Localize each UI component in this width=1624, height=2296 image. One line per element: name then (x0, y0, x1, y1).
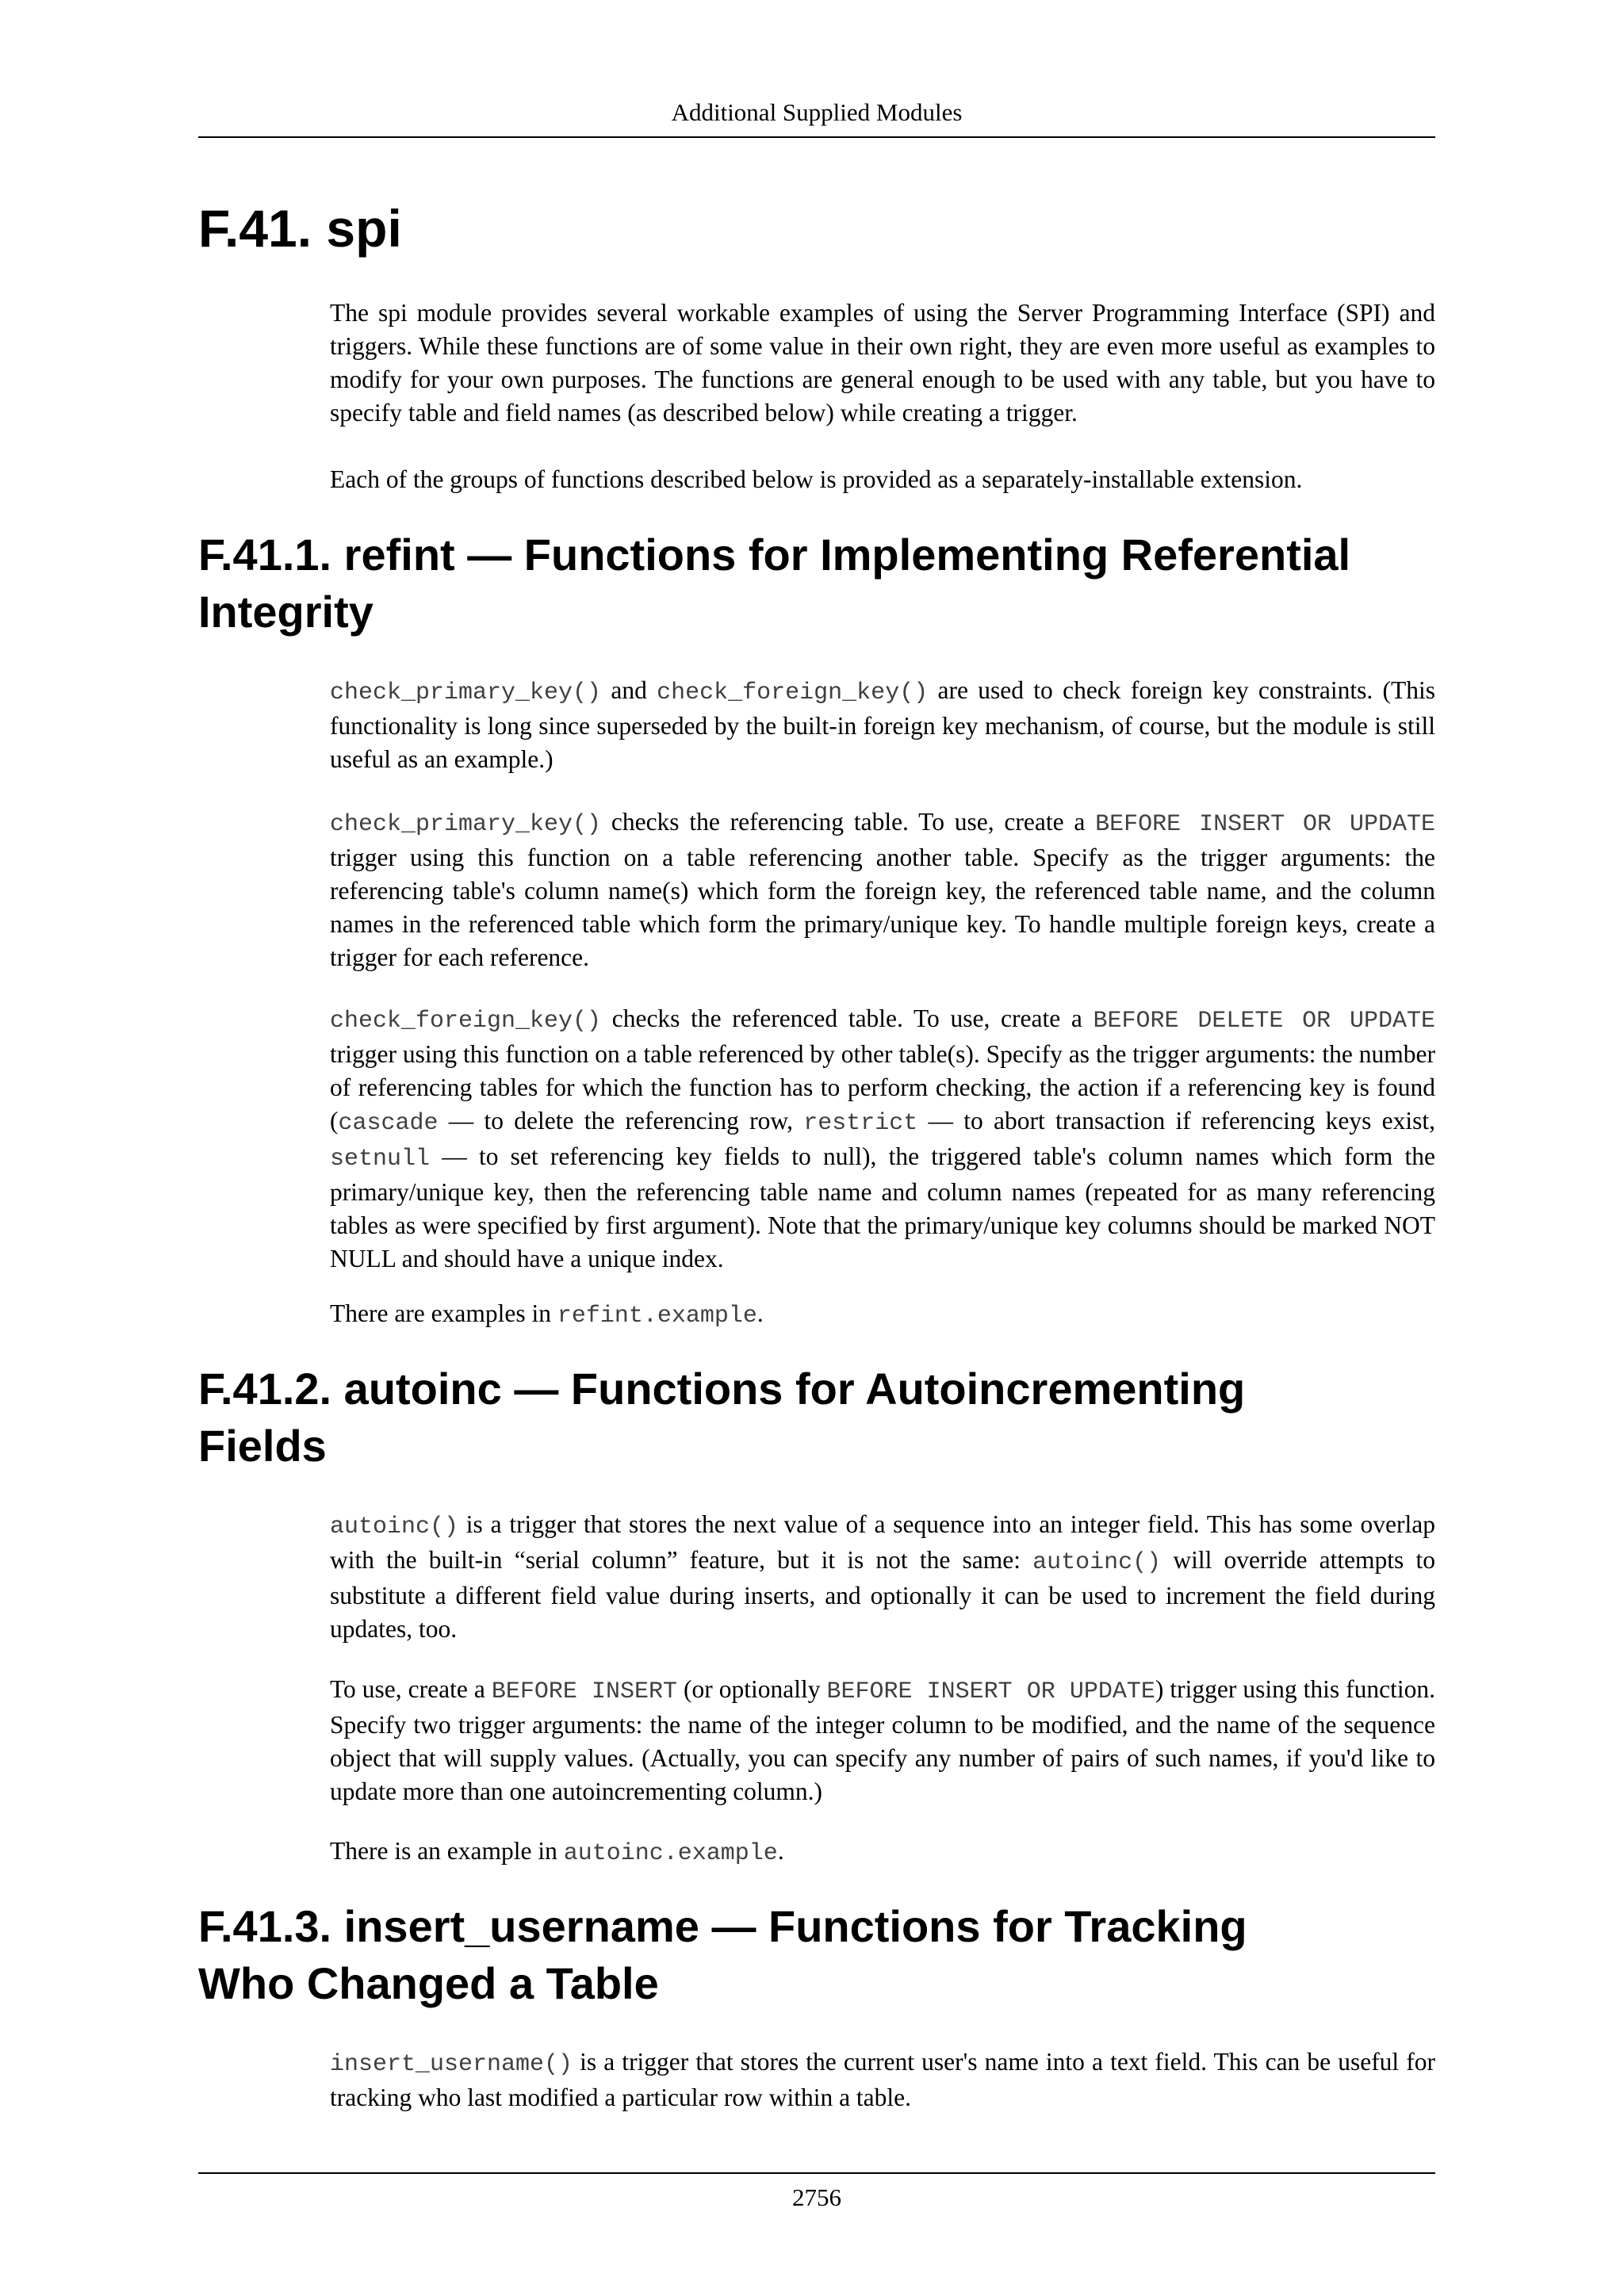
text-run: and (601, 676, 657, 704)
text-run: (or optionally (676, 1675, 827, 1703)
text-run: There is an example in (330, 1837, 564, 1865)
code-refint-example: refint.example (557, 1303, 757, 1330)
text-run: To use, create a (330, 1675, 492, 1703)
text-run: checks the referencing table. To use, create a (601, 808, 1096, 836)
paragraph-check-primary-key (330, 806, 1435, 974)
section-title-insert-username-line2: Who Changed a Table (198, 1958, 659, 2008)
text-run: ) trigger using this function. Specify two trigger arguments: the name of the integer column to be modified, and the name of the sequence object that will supply values. (Actually, you can specify any number of pairs of such names, if you'd like to update more than one autoincrementing column.) (330, 1675, 1436, 1805)
code-check-primary-key: check_primary_key() (330, 679, 602, 706)
footer-rule (198, 2172, 1435, 2174)
section-title-refint-line1: F.41.1. refint — Functions for Implementing Referential (198, 530, 1351, 580)
text-run: trigger using this function on a table referencing another table. Specify as the trigger arguments: the referencing table's column name(s) which form the foreign key, the referenced table name, and the column names in the referenced table which form the primary/unique key. To handle multiple foreign keys, create a trigger for each reference. (330, 844, 1435, 971)
section-title-autoinc (198, 1360, 1467, 1475)
text-run: — to delete the referencing row, (438, 1107, 804, 1135)
text-run: are used to check foreign key constraints. (This functionality is long since superseded by the built-in foreign key mechanism, of course, but the module is still useful as an example.) (330, 676, 1435, 773)
section-title-refint (198, 526, 1467, 641)
text-run: There are examples in (330, 1299, 557, 1327)
text-run: is a trigger that stores the next value of a sequence into an integer field. This has some overlap with the built-in “serial column” feature, but it is not the same: (330, 1510, 1435, 1574)
paragraph-refint-overview (330, 674, 1435, 776)
paragraph-autoinc-example (330, 1835, 1435, 1870)
code-before-insert-or-update: BEFORE INSERT OR UPDATE (826, 1678, 1155, 1705)
running-header: Additional Supplied Modules (671, 98, 963, 126)
text-run: trigger using this function on a table referenced by other table(s). Specify as the trigger arguments: the number of referencing tables for which the function has to perform checking, the action if a referencing key is found ( (330, 1040, 1435, 1135)
code-insert-username: insert_username() (330, 2051, 573, 2078)
paragraph-spi-intro: The spi module provides several workable examples of using the Server Programming Interface (SPI) and triggers. While these functions are of some value in their own right, they are even more useful as examples to modify for your own purposes. The functions are general enough to be used with any table, but you have to specify table and field names (as described below) while creating a trigger. (330, 299, 1435, 427)
paragraph-check-foreign-key (330, 1002, 1435, 1276)
code-before-delete-or-update: BEFORE DELETE OR UPDATE (1093, 1008, 1435, 1035)
text-run: . (777, 1837, 784, 1865)
paragraph-insert-username-overview (330, 2045, 1435, 2114)
code-autoinc: autoinc() (1032, 1549, 1162, 1576)
code-autoinc-example: autoinc.example (563, 1840, 778, 1867)
code-setnull: setnull (330, 1146, 431, 1173)
text-run: will override attempts to substitute a different field value during inserts, and optionally it can be used to increment the field during updates, too. (330, 1546, 1435, 1643)
code-check-foreign-key: check_foreign_key() (657, 679, 929, 706)
code-check-foreign-key: check_foreign_key() (330, 1008, 602, 1035)
section-title-insert-username (198, 1898, 1467, 2012)
section-title-spi: F.41. spi (198, 199, 402, 258)
section-title-autoinc-line2: Fields (198, 1421, 327, 1471)
paragraph-spi-extensions: Each of the groups of functions described below is provided as a separately-installable extension. (330, 465, 1303, 493)
code-before-insert-or-update: BEFORE INSERT OR UPDATE (1095, 811, 1435, 838)
section-title-refint-line2: Integrity (198, 587, 373, 637)
text-run: is a trigger that stores the current user's name into a text field. This can be useful for tracking who last modified a particular row within a table. (330, 2048, 1435, 2111)
paragraph-refint-examples (330, 1297, 1435, 1333)
text-run: — to abort transaction if referencing keys exist, (917, 1107, 1435, 1135)
code-autoinc: autoinc() (330, 1513, 459, 1540)
section-title-autoinc-line1: F.41.2. autoinc — Functions for Autoincrementing (198, 1364, 1246, 1414)
code-check-primary-key: check_primary_key() (330, 811, 602, 838)
code-cascade: cascade (338, 1110, 439, 1137)
code-before-insert: BEFORE INSERT (491, 1678, 677, 1705)
page-number: 2756 (792, 2183, 841, 2211)
section-title-insert-username-line1: F.41.3. insert_username — Functions for Tracking (198, 1901, 1247, 1951)
header-rule (198, 136, 1435, 138)
text-run: — to set referencing key fields to null), the triggered table's column names which form the primary/unique key, then the referencing table name and column names (repeated for as many referencing tables as were specified by first argument). Note that the primary/unique key columns should be marked NOT NULL and should have a unique index. (330, 1142, 1435, 1272)
text-run: checks the referenced table. To use, create a (601, 1004, 1094, 1032)
code-restrict: restrict (803, 1110, 918, 1137)
paragraph-autoinc-usage (330, 1673, 1435, 1808)
text-run: . (756, 1299, 764, 1327)
paragraph-autoinc-overview (330, 1508, 1435, 1646)
